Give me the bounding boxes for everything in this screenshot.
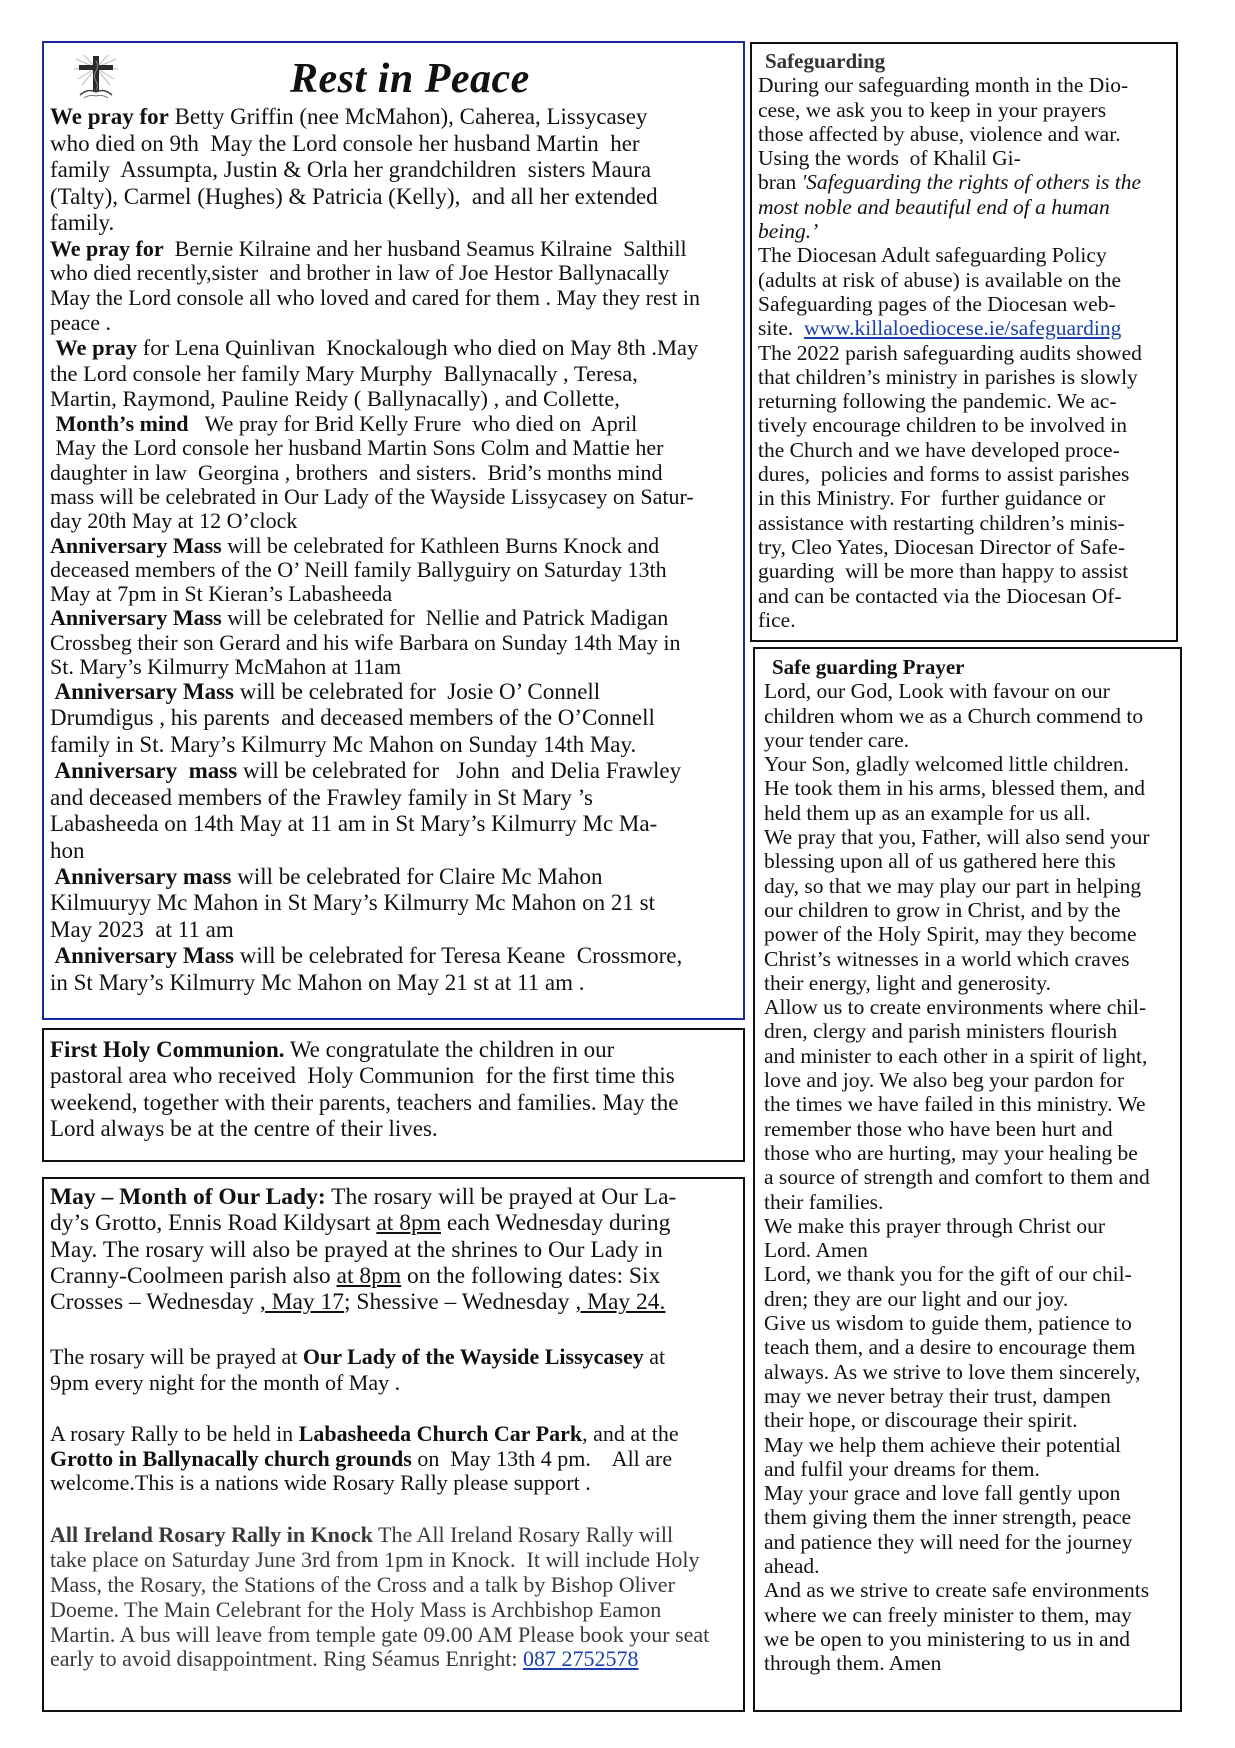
text: a source of strength and comfort to them and xyxy=(764,1165,1150,1190)
text-line xyxy=(50,1090,678,1116)
paragraph xyxy=(50,1422,709,1496)
text-line xyxy=(758,268,1142,292)
text-line xyxy=(50,1344,709,1370)
text: Labasheeda on 14th May at 11 am in St Mary’s Kilmurry Mc Ma- xyxy=(50,811,658,837)
text-line xyxy=(50,184,739,211)
text: Crosses – Wednesday xyxy=(50,1289,260,1316)
text-line xyxy=(764,1433,1150,1457)
text-line xyxy=(50,1573,709,1598)
text-line xyxy=(50,1370,709,1396)
text: 9pm every night for the month of May . xyxy=(50,1369,401,1395)
text: where we can freely minister to them, may xyxy=(764,1602,1132,1627)
text: will be celebrated for Teresa Keane Crossmore, xyxy=(234,943,683,969)
text-line xyxy=(50,335,739,361)
text-line xyxy=(758,195,1142,219)
text: Cranny-Coolmeen parish also xyxy=(50,1262,337,1289)
text-line xyxy=(764,776,1150,800)
text: site. xyxy=(758,316,804,341)
text-line xyxy=(764,679,1150,703)
text-line xyxy=(764,1287,1150,1311)
text: And as we strive to create safe environments xyxy=(764,1578,1150,1603)
text-line xyxy=(764,1554,1150,1578)
text-line xyxy=(764,1165,1150,1189)
text: teach them, and a desire to encourage them xyxy=(764,1335,1136,1360)
text: Martin, Raymond, Pauline Reidy ( Ballynacally) , and Collette, xyxy=(50,386,620,412)
text-line xyxy=(50,1447,709,1472)
text-line xyxy=(758,413,1142,437)
text: We make this prayer through Christ our xyxy=(764,1213,1105,1238)
text: May the Lord console her husband Martin Sons Colm and Mattie her xyxy=(50,435,664,461)
text-line xyxy=(50,311,739,336)
rest-in-peace-box xyxy=(42,41,745,1020)
text-line xyxy=(764,1068,1150,1092)
bold-text: Labasheeda Church Car Park xyxy=(298,1421,583,1447)
text-line xyxy=(764,704,1150,728)
text: welcome.This is a nations wide Rosary Rally please support . xyxy=(50,1470,591,1496)
text-line xyxy=(50,1184,709,1210)
text-line xyxy=(50,1471,709,1496)
text-line xyxy=(50,732,739,758)
text-line xyxy=(758,438,1142,462)
text: cese, we ask you to keep in your prayers xyxy=(758,97,1107,122)
text-line xyxy=(50,261,739,286)
text: and patience they will need for the journey xyxy=(764,1529,1133,1554)
text-line xyxy=(50,361,739,387)
text: Martin. A bus will leave from temple gate 09.00 AM Please book your seat xyxy=(50,1621,710,1647)
text-line xyxy=(50,1037,678,1063)
text: dy’s Grotto, Ennis Road Kildysart xyxy=(50,1210,377,1237)
text: remember those who have been hurt and xyxy=(764,1116,1113,1141)
text-line xyxy=(764,971,1150,995)
text-line xyxy=(758,73,1142,97)
text-line xyxy=(758,559,1142,583)
text: We congratulate the children in our xyxy=(284,1037,615,1062)
text-line xyxy=(764,1311,1150,1335)
text: may we never betray their trust, dampen xyxy=(764,1383,1111,1408)
paragraph xyxy=(50,943,739,996)
text: our children to grow in Christ, and by the xyxy=(764,897,1121,922)
text-line xyxy=(50,237,739,262)
text-line xyxy=(764,1627,1150,1651)
bold-text: Anniversary Mass xyxy=(50,943,234,969)
text-line xyxy=(758,511,1142,535)
paragraph xyxy=(50,335,739,412)
text: who died recently,sister and brother in law of Joe Hestor Ballynacally xyxy=(50,260,670,286)
text: deceased members of the O’ Neill family Ballyguiry on Saturday 13th xyxy=(50,557,667,583)
paragraph xyxy=(50,1184,709,1315)
text: weekend, together with their parents, teachers and families. May the xyxy=(50,1089,679,1115)
bold-text: We pray xyxy=(50,335,138,361)
text-line xyxy=(50,558,739,582)
text: A rosary Rally to be held in xyxy=(50,1421,299,1447)
text-line xyxy=(50,412,739,436)
paragraph xyxy=(50,758,739,864)
text: the Church and we have developed proce- xyxy=(758,437,1120,462)
text: Drumdigus , his parents and deceased members of the O’Connell xyxy=(50,705,655,731)
bold-text: All Ireland Rosary Rally in Knock xyxy=(50,1522,373,1548)
text-line xyxy=(764,825,1150,849)
bold-text: We pray for xyxy=(50,104,169,129)
text: take place on Saturday June 3rd from 1pm in Knock. It will include Holy xyxy=(50,1547,700,1573)
bold-text: Month’s mind xyxy=(50,410,189,436)
text: that children’s ministry in parishes is slowly xyxy=(758,364,1138,389)
text: Doeme. The Main Celebrant for the Holy Mass is Archbishop Eamon xyxy=(50,1596,662,1622)
text: on the following dates: Six xyxy=(401,1262,661,1289)
text-line xyxy=(50,534,739,558)
text-line xyxy=(50,1523,709,1548)
text-line xyxy=(764,1044,1150,1068)
text: power of the Holy Spirit, may they become xyxy=(764,922,1137,947)
text: day, so that we may play our part in helping xyxy=(764,873,1142,898)
text-line xyxy=(758,170,1142,194)
text: those who are hurting, may your healing be xyxy=(764,1140,1138,1165)
text: Crossbeg their son Gerard and his wife Barbara on Sunday 14th May in xyxy=(50,629,681,655)
page-title: Rest in Peace xyxy=(290,56,530,102)
text: Betty Griffin (nee McMahon), Caherea, Lissycasey xyxy=(168,104,648,129)
text-line xyxy=(764,1651,1150,1675)
text-line xyxy=(764,1360,1150,1384)
text: fice. xyxy=(758,607,796,632)
text-line xyxy=(50,758,739,784)
text: family. xyxy=(50,210,115,235)
text: on May 13th 4 pm. All are xyxy=(411,1445,673,1471)
may-month-of-our-lady-box xyxy=(42,1177,745,1712)
text-line xyxy=(764,1457,1150,1481)
text: your tender care. xyxy=(764,727,910,752)
text: them giving them the inner strength, peace xyxy=(764,1505,1132,1530)
text-line xyxy=(764,874,1150,898)
text-line xyxy=(764,1408,1150,1432)
bold-text: First Holy Communion. xyxy=(50,1037,285,1062)
text-line xyxy=(50,104,739,131)
first-holy-communion-box xyxy=(42,1028,745,1162)
text-line xyxy=(764,1335,1150,1359)
bold-text: May – Month of Our Lady: xyxy=(50,1184,326,1210)
text-line xyxy=(50,509,739,533)
text-line xyxy=(758,98,1142,122)
text: at xyxy=(643,1344,666,1370)
bold-text: Anniversary Mass xyxy=(50,532,222,558)
text: The 2022 parish safeguarding audits showed xyxy=(758,340,1142,365)
text-line xyxy=(50,864,739,890)
text: will be celebrated for Josie O’ Connell xyxy=(234,679,601,705)
cross-icon xyxy=(72,53,120,101)
text: always. As we strive to love them sincerely, xyxy=(764,1359,1141,1384)
text: will be celebrated for Nellie and Patrick Madigan xyxy=(221,605,669,631)
rest-in-peace-body xyxy=(50,104,739,996)
text-line xyxy=(50,705,739,731)
section-heading: Safeguarding xyxy=(765,49,886,73)
text-line xyxy=(764,728,1150,752)
text: (Talty), Carmel (Hughes) & Patricia (Kelly), and all her extended xyxy=(50,183,658,209)
text: May 2023 at 11 am xyxy=(50,916,234,942)
text: Give us wisdom to guide them, patience to xyxy=(764,1311,1132,1336)
text-line xyxy=(764,849,1150,873)
text-line xyxy=(50,606,739,630)
text-line xyxy=(758,316,1142,340)
text: We pray for Brid Kelly Frure who died on April xyxy=(188,410,638,436)
paragraph xyxy=(50,1037,678,1143)
text: May the Lord console all who loved and cared for them . May they rest in xyxy=(50,284,701,310)
text-line xyxy=(50,436,739,460)
text: the Lord console her family Mary Murphy Ballynacally , Teresa, xyxy=(50,360,638,386)
text-line xyxy=(758,462,1142,486)
text: who died on 9th May the Lord console her husband Martin her xyxy=(50,130,640,156)
text-line xyxy=(764,1117,1150,1141)
text-line xyxy=(764,1092,1150,1116)
text-line xyxy=(764,1505,1150,1529)
text: Kilmuuryy Mc Mahon in St Mary’s Kilmurry Mc Mahon on 21 st xyxy=(50,890,655,916)
text: The rosary will be prayed at xyxy=(50,1344,303,1370)
text: Lord, we thank you for the gift of our chil- xyxy=(764,1262,1132,1287)
link[interactable]: 087 2752578 xyxy=(522,1646,639,1672)
text-line xyxy=(50,386,739,412)
text: May. The rosary will also be prayed at the shrines to Our Lady in xyxy=(50,1236,663,1263)
text-line xyxy=(758,219,1142,243)
bold-text: Grotto in Ballynacally church grounds xyxy=(50,1445,412,1471)
bold-text: Anniversary Mass xyxy=(50,679,234,705)
text-line xyxy=(758,243,1142,267)
text: Using the words of Khalil Gi- xyxy=(758,146,1021,171)
text: ahead. xyxy=(764,1553,820,1578)
underlined-text: , May 17 xyxy=(259,1289,345,1316)
text: Lord, our God, Look with favour on our xyxy=(764,679,1110,704)
text: The rosary will be prayed at Our La- xyxy=(325,1184,677,1210)
text: their energy, light and generosity. xyxy=(764,970,1051,995)
text: daughter in law Georgina , brothers and sisters. Brid’s months mind xyxy=(50,459,663,485)
text-line xyxy=(764,898,1150,922)
text: ; Shessive – Wednesday xyxy=(344,1289,576,1316)
text: dren, clergy and parish ministers flourish xyxy=(764,1019,1118,1044)
paragraph xyxy=(50,864,739,943)
bold-text: Our Lady of the Wayside Lissycasey xyxy=(302,1344,644,1370)
text: May your grace and love fall gently upon xyxy=(764,1481,1121,1506)
text-line xyxy=(758,535,1142,559)
bold-text: Anniversary mass xyxy=(50,758,238,784)
text-line xyxy=(50,1210,709,1236)
text-line xyxy=(50,1422,709,1447)
text: We pray that you, Father, will also send your xyxy=(764,825,1150,850)
paragraph xyxy=(50,534,739,607)
text: Your Son, gladly welcomed little children. xyxy=(764,752,1130,777)
text: love and joy. We also beg your pardon for xyxy=(764,1068,1125,1093)
underlined-text: , May 24. xyxy=(575,1289,666,1316)
safeguarding-prayer-body xyxy=(764,655,1150,1675)
bold-text: Anniversary mass xyxy=(50,863,232,889)
text: the times we have failed in this ministry. We xyxy=(764,1092,1146,1117)
text-line xyxy=(50,917,739,943)
safeguarding-box xyxy=(750,42,1178,642)
paragraph xyxy=(50,104,739,237)
text-line xyxy=(50,838,739,864)
paragraph xyxy=(50,237,739,336)
text-line xyxy=(758,146,1142,170)
text: mass will be celebrated in Our Lady of the Wayside Lissycasey on Satur- xyxy=(50,484,694,510)
text-line xyxy=(764,1141,1150,1165)
paragraph xyxy=(50,1344,709,1395)
text-line xyxy=(50,1623,709,1648)
text-line xyxy=(50,1237,709,1263)
text-line xyxy=(764,995,1150,1019)
text-line xyxy=(50,631,739,655)
text-line xyxy=(50,785,739,811)
may-month-body xyxy=(50,1184,709,1672)
text: guarding will be more than happy to assist xyxy=(758,559,1129,584)
italic-text: being.’ xyxy=(758,219,819,244)
paragraph xyxy=(50,1523,709,1672)
text: pastoral area who received Holy Communion for the first time this xyxy=(50,1063,675,1089)
underlined-text: at 8pm xyxy=(336,1262,402,1289)
text-line xyxy=(764,1578,1150,1602)
text-line xyxy=(764,801,1150,825)
text: held them up as an example for us all. xyxy=(764,800,1091,825)
text: their families. xyxy=(764,1189,884,1214)
text: in this Ministry. For further guidance or xyxy=(758,486,1106,511)
text-line xyxy=(50,1548,709,1573)
paragraph xyxy=(50,412,739,534)
text-line xyxy=(764,1238,1150,1262)
text: The All Ireland Rosary Rally will xyxy=(372,1522,674,1548)
text: May we help them achieve their potential xyxy=(764,1432,1122,1457)
text: we be open to you ministering to us in and xyxy=(764,1626,1131,1651)
section-heading: Safe guarding Prayer xyxy=(772,655,965,679)
text: blessing upon all of us gathered here this xyxy=(764,849,1116,874)
text-line xyxy=(758,122,1142,146)
text-line xyxy=(764,1019,1150,1043)
text: will be celebrated for Claire Mc Mahon xyxy=(231,863,603,889)
text: He took them in his arms, blessed them, and xyxy=(764,776,1145,801)
text: May at 7pm in St Kieran’s Labasheeda xyxy=(50,581,393,607)
italic-text: most noble and beautiful end of a human xyxy=(758,194,1110,219)
text: children whom we as a Church commend to xyxy=(764,703,1144,728)
text: Lord. Amen xyxy=(764,1238,868,1263)
text: family in St. Mary’s Kilmurry Mc Mahon on Sunday 14th May. xyxy=(50,731,637,757)
bold-text: We pray for xyxy=(50,235,164,261)
text-line xyxy=(50,1116,678,1142)
text-line xyxy=(50,679,739,705)
text-line xyxy=(50,655,739,679)
text: through them. Amen xyxy=(764,1651,942,1676)
paragraph xyxy=(764,679,1150,1675)
text-line xyxy=(50,970,739,996)
text: Lord always be at the centre of their lives. xyxy=(50,1116,438,1142)
text: try, Cleo Yates, Diocesan Director of Safe- xyxy=(758,534,1125,559)
text: day 20th May at 12 O’clock xyxy=(50,508,298,534)
text-line xyxy=(50,1647,709,1672)
text: The Diocesan Adult safeguarding Policy xyxy=(758,243,1107,268)
text-line xyxy=(50,461,739,485)
text-line xyxy=(764,1384,1150,1408)
bold-text: Anniversary Mass xyxy=(50,605,222,631)
text: for Lena Quinlivan Knockalough who died on May 8th .May xyxy=(137,335,699,361)
text: Christ’s witnesses in a world which craves xyxy=(764,946,1130,971)
text-line xyxy=(50,485,739,509)
text-line xyxy=(50,811,739,837)
text-line xyxy=(50,157,739,184)
text-line xyxy=(764,1262,1150,1286)
text: assistance with restarting children’s minis- xyxy=(758,510,1125,535)
text: and fulfil your dreams for them. xyxy=(764,1456,1040,1481)
text: tively encourage children to be involved in xyxy=(758,413,1127,438)
text: (adults at risk of abuse) is available on the xyxy=(758,267,1122,292)
text-line xyxy=(758,389,1142,413)
text: Bernie Kilraine and her husband Seamus Kilraine Salthill xyxy=(163,235,687,261)
text: each Wednesday during xyxy=(441,1210,671,1237)
text-line xyxy=(50,1289,709,1315)
text-line xyxy=(50,286,739,311)
text: family Assumpta, Justin & Orla her grandchildren sisters Maura xyxy=(50,157,652,182)
italic-text: 'Safeguarding the rights of others is the xyxy=(801,170,1142,195)
text-line xyxy=(50,1063,678,1089)
text: St. Mary’s Kilmurry McMahon at 11am xyxy=(50,653,402,679)
text-line xyxy=(50,210,739,237)
paragraph xyxy=(50,679,739,758)
text: dures, policies and forms to assist parishes xyxy=(758,462,1130,487)
paragraph xyxy=(50,606,739,679)
text-line xyxy=(50,582,739,606)
safeguarding-prayer-box xyxy=(753,647,1182,1712)
text: and deceased members of the Frawley family in St Mary ’s xyxy=(50,784,593,810)
text: returning following the pandemic. We ac- xyxy=(758,389,1117,414)
text-line xyxy=(764,947,1150,971)
text: bran xyxy=(758,170,802,195)
text: their hope, or discourage their spirit. xyxy=(764,1408,1078,1433)
text-line xyxy=(758,341,1142,365)
text: in St Mary’s Kilmurry Mc Mahon on May 21 st at 11 am . xyxy=(50,969,585,995)
text-line xyxy=(764,1214,1150,1238)
text-line xyxy=(758,365,1142,389)
paragraph xyxy=(758,73,1142,632)
text: Allow us to create environments where chil- xyxy=(764,995,1147,1020)
text: will be celebrated for John and Delia Frawley xyxy=(237,758,682,784)
text: those affected by abuse, violence and war. xyxy=(758,121,1121,146)
text: early to avoid disappointment. Ring Séamus Enright: xyxy=(50,1646,523,1672)
text-line xyxy=(764,1603,1150,1627)
text: Safeguarding pages of the Diocesan web- xyxy=(758,291,1116,316)
text-line xyxy=(764,922,1150,946)
text-line xyxy=(764,1530,1150,1554)
text: will be celebrated for Kathleen Burns Knock and xyxy=(221,532,660,558)
text-line xyxy=(758,608,1142,632)
text-line xyxy=(50,131,739,158)
underlined-text: at 8pm xyxy=(376,1210,441,1237)
text: , and at the xyxy=(582,1421,679,1447)
text: and can be contacted via the Diocesan Of- xyxy=(758,583,1122,608)
text-line xyxy=(758,486,1142,510)
safeguarding-body xyxy=(758,49,1142,632)
text: peace . xyxy=(50,309,112,335)
text: During our safeguarding month in the Dio- xyxy=(758,73,1129,98)
text: and minister to each other in a spirit of light, xyxy=(764,1043,1148,1068)
text: dren; they are our light and our joy. xyxy=(764,1286,1069,1311)
text: hon xyxy=(50,837,85,863)
text-line xyxy=(50,1598,709,1623)
text-line xyxy=(764,1190,1150,1214)
text-line xyxy=(764,752,1150,776)
text-line xyxy=(50,943,739,969)
link[interactable]: www.killaloediocese.ie/safeguarding xyxy=(803,316,1122,341)
text-line xyxy=(758,584,1142,608)
text-line xyxy=(50,890,739,916)
text-line xyxy=(764,1481,1150,1505)
text-line xyxy=(50,1263,709,1289)
text-line xyxy=(758,292,1142,316)
text: Mass, the Rosary, the Stations of the Cross and a talk by Bishop Oliver xyxy=(50,1572,675,1598)
